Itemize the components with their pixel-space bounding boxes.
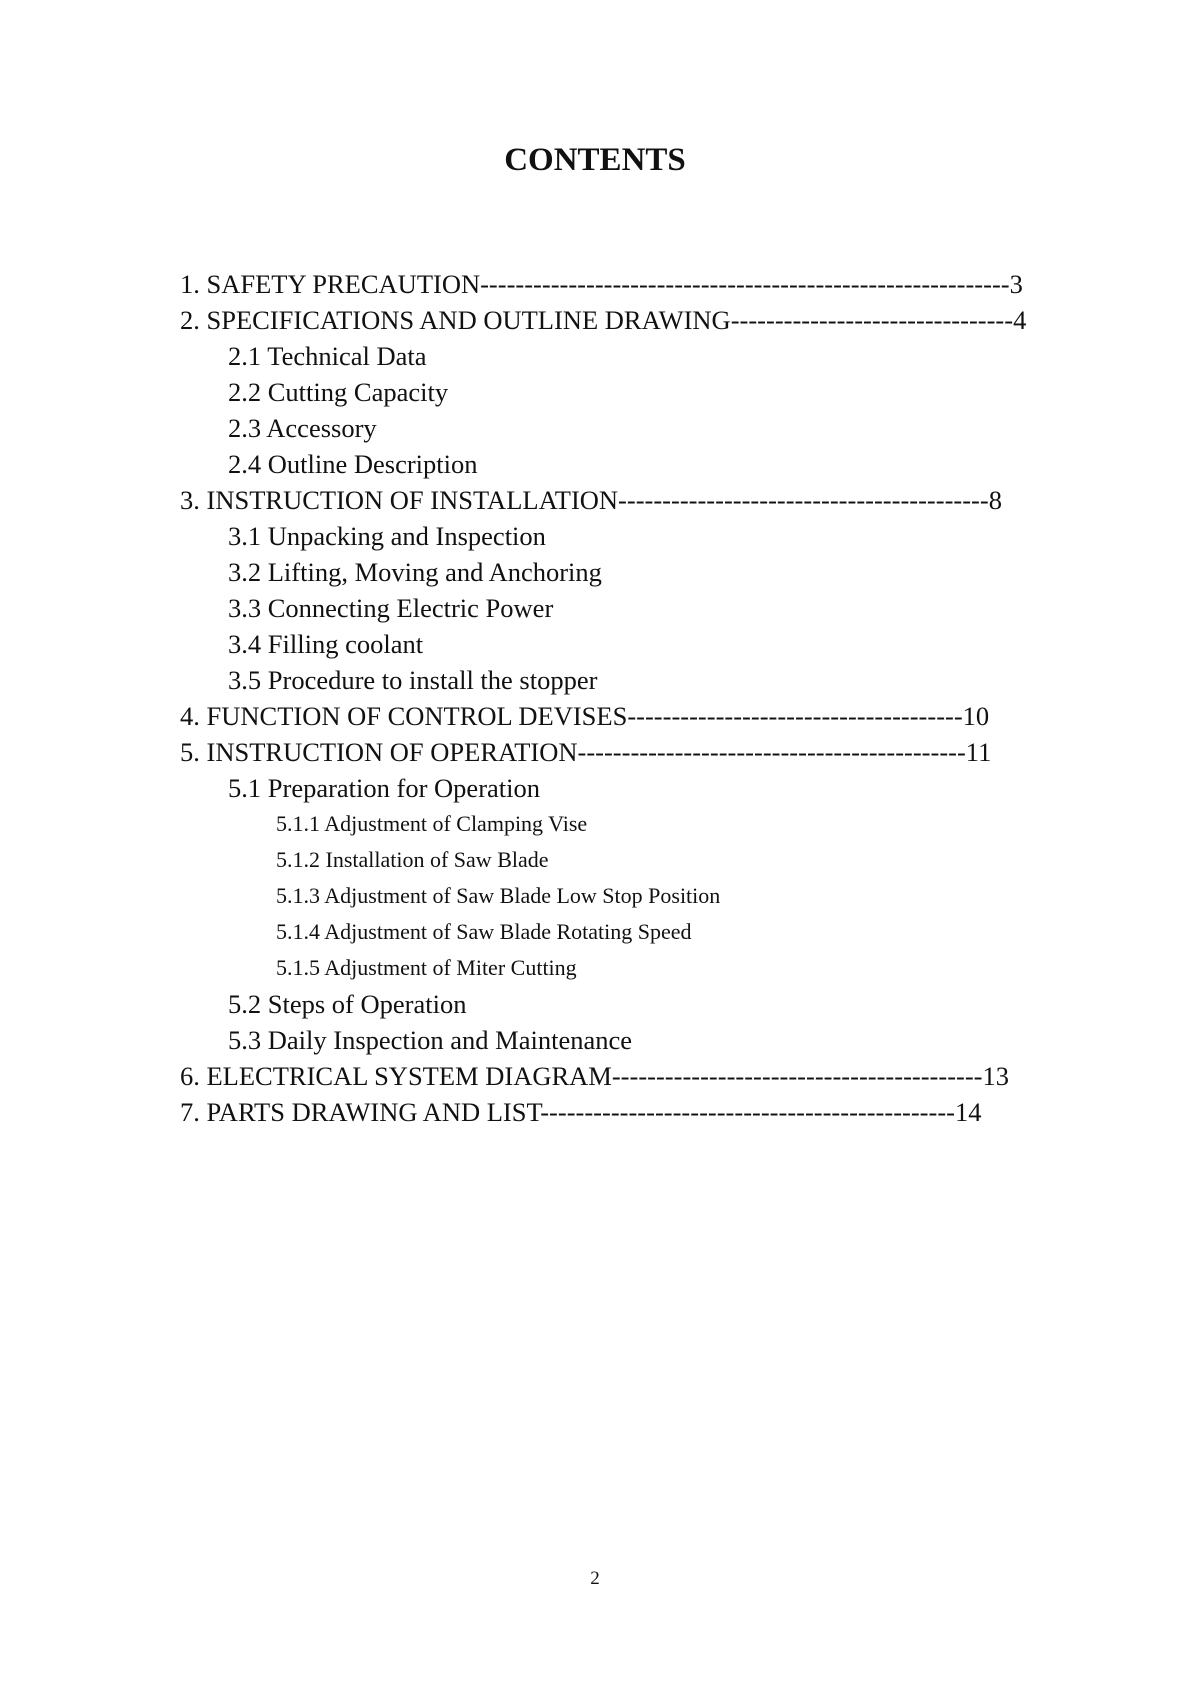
toc-entry-2-1-technical-data[interactable]: 2.1 Technical Data [228,341,427,371]
toc-entry-5-1-3-low-stop[interactable]: 5.1.3 Adjustment of Saw Blade Low Stop Position [276,883,721,908]
toc-entry-3-2-lifting[interactable]: 3.2 Lifting, Moving and Anchoring [228,557,602,587]
toc-entry-3-4-filling-coolant[interactable]: 3.4 Filling coolant [228,629,424,659]
toc-entry-5-2-steps[interactable]: 5.2 Steps of Operation [228,989,467,1019]
toc-entry-5-1-2-saw-blade[interactable]: 5.1.2 Installation of Saw Blade [276,847,549,872]
toc-entry-6-electrical-diagram[interactable]: 6. ELECTRICAL SYSTEM DIAGRAM------------------------------------------13 [180,1061,1009,1091]
toc-entry-5-3-daily-inspection[interactable]: 5.3 Daily Inspection and Maintenance [228,1025,632,1055]
toc-entry-2-3-accessory[interactable]: 2.3 Accessory [228,413,377,443]
toc-entry-7-parts-drawing[interactable]: 7. PARTS DRAWING AND LIST-----------------------------------------------14 [180,1097,982,1127]
toc-entry-5-1-4-rotating-speed[interactable]: 5.1.4 Adjustment of Saw Blade Rotating Speed [276,919,692,944]
toc-entry-5-operation[interactable]: 5. INSTRUCTION OF OPERATION--------------------------------------------11 [180,737,992,767]
toc-entry-1-safety-precaution[interactable]: 1. SAFETY PRECAUTION------------------------------------------------------------3 [180,269,1023,299]
toc-entry-3-1-unpacking[interactable]: 3.1 Unpacking and Inspection [228,521,546,551]
toc-entry-5-1-5-miter-cutting[interactable]: 5.1.5 Adjustment of Miter Cutting [276,955,577,980]
page-number: 2 [590,1568,600,1589]
toc-entry-3-3-electric-power[interactable]: 3.3 Connecting Electric Power [228,593,554,623]
toc-entry-2-4-outline-description[interactable]: 2.4 Outline Description [228,449,478,479]
toc-entry-5-1-1-clamping-vise[interactable]: 5.1.1 Adjustment of Clamping Vise [276,811,588,836]
page-title: CONTENTS [504,142,686,178]
toc-entry-3-installation[interactable]: 3. INSTRUCTION OF INSTALLATION------------------------------------------8 [180,485,1002,515]
toc-entry-4-control-devises[interactable]: 4. FUNCTION OF CONTROL DEVISES--------------------------------------10 [180,701,990,731]
toc-entry-5-1-preparation[interactable]: 5.1 Preparation for Operation [228,773,541,803]
toc-entry-3-5-install-stopper[interactable]: 3.5 Procedure to install the stopper [228,665,598,695]
toc-entry-2-specifications[interactable]: 2. SPECIFICATIONS AND OUTLINE DRAWING--------------------------------4 [180,305,1027,335]
toc-entry-2-2-cutting-capacity[interactable]: 2.2 Cutting Capacity [228,377,449,407]
